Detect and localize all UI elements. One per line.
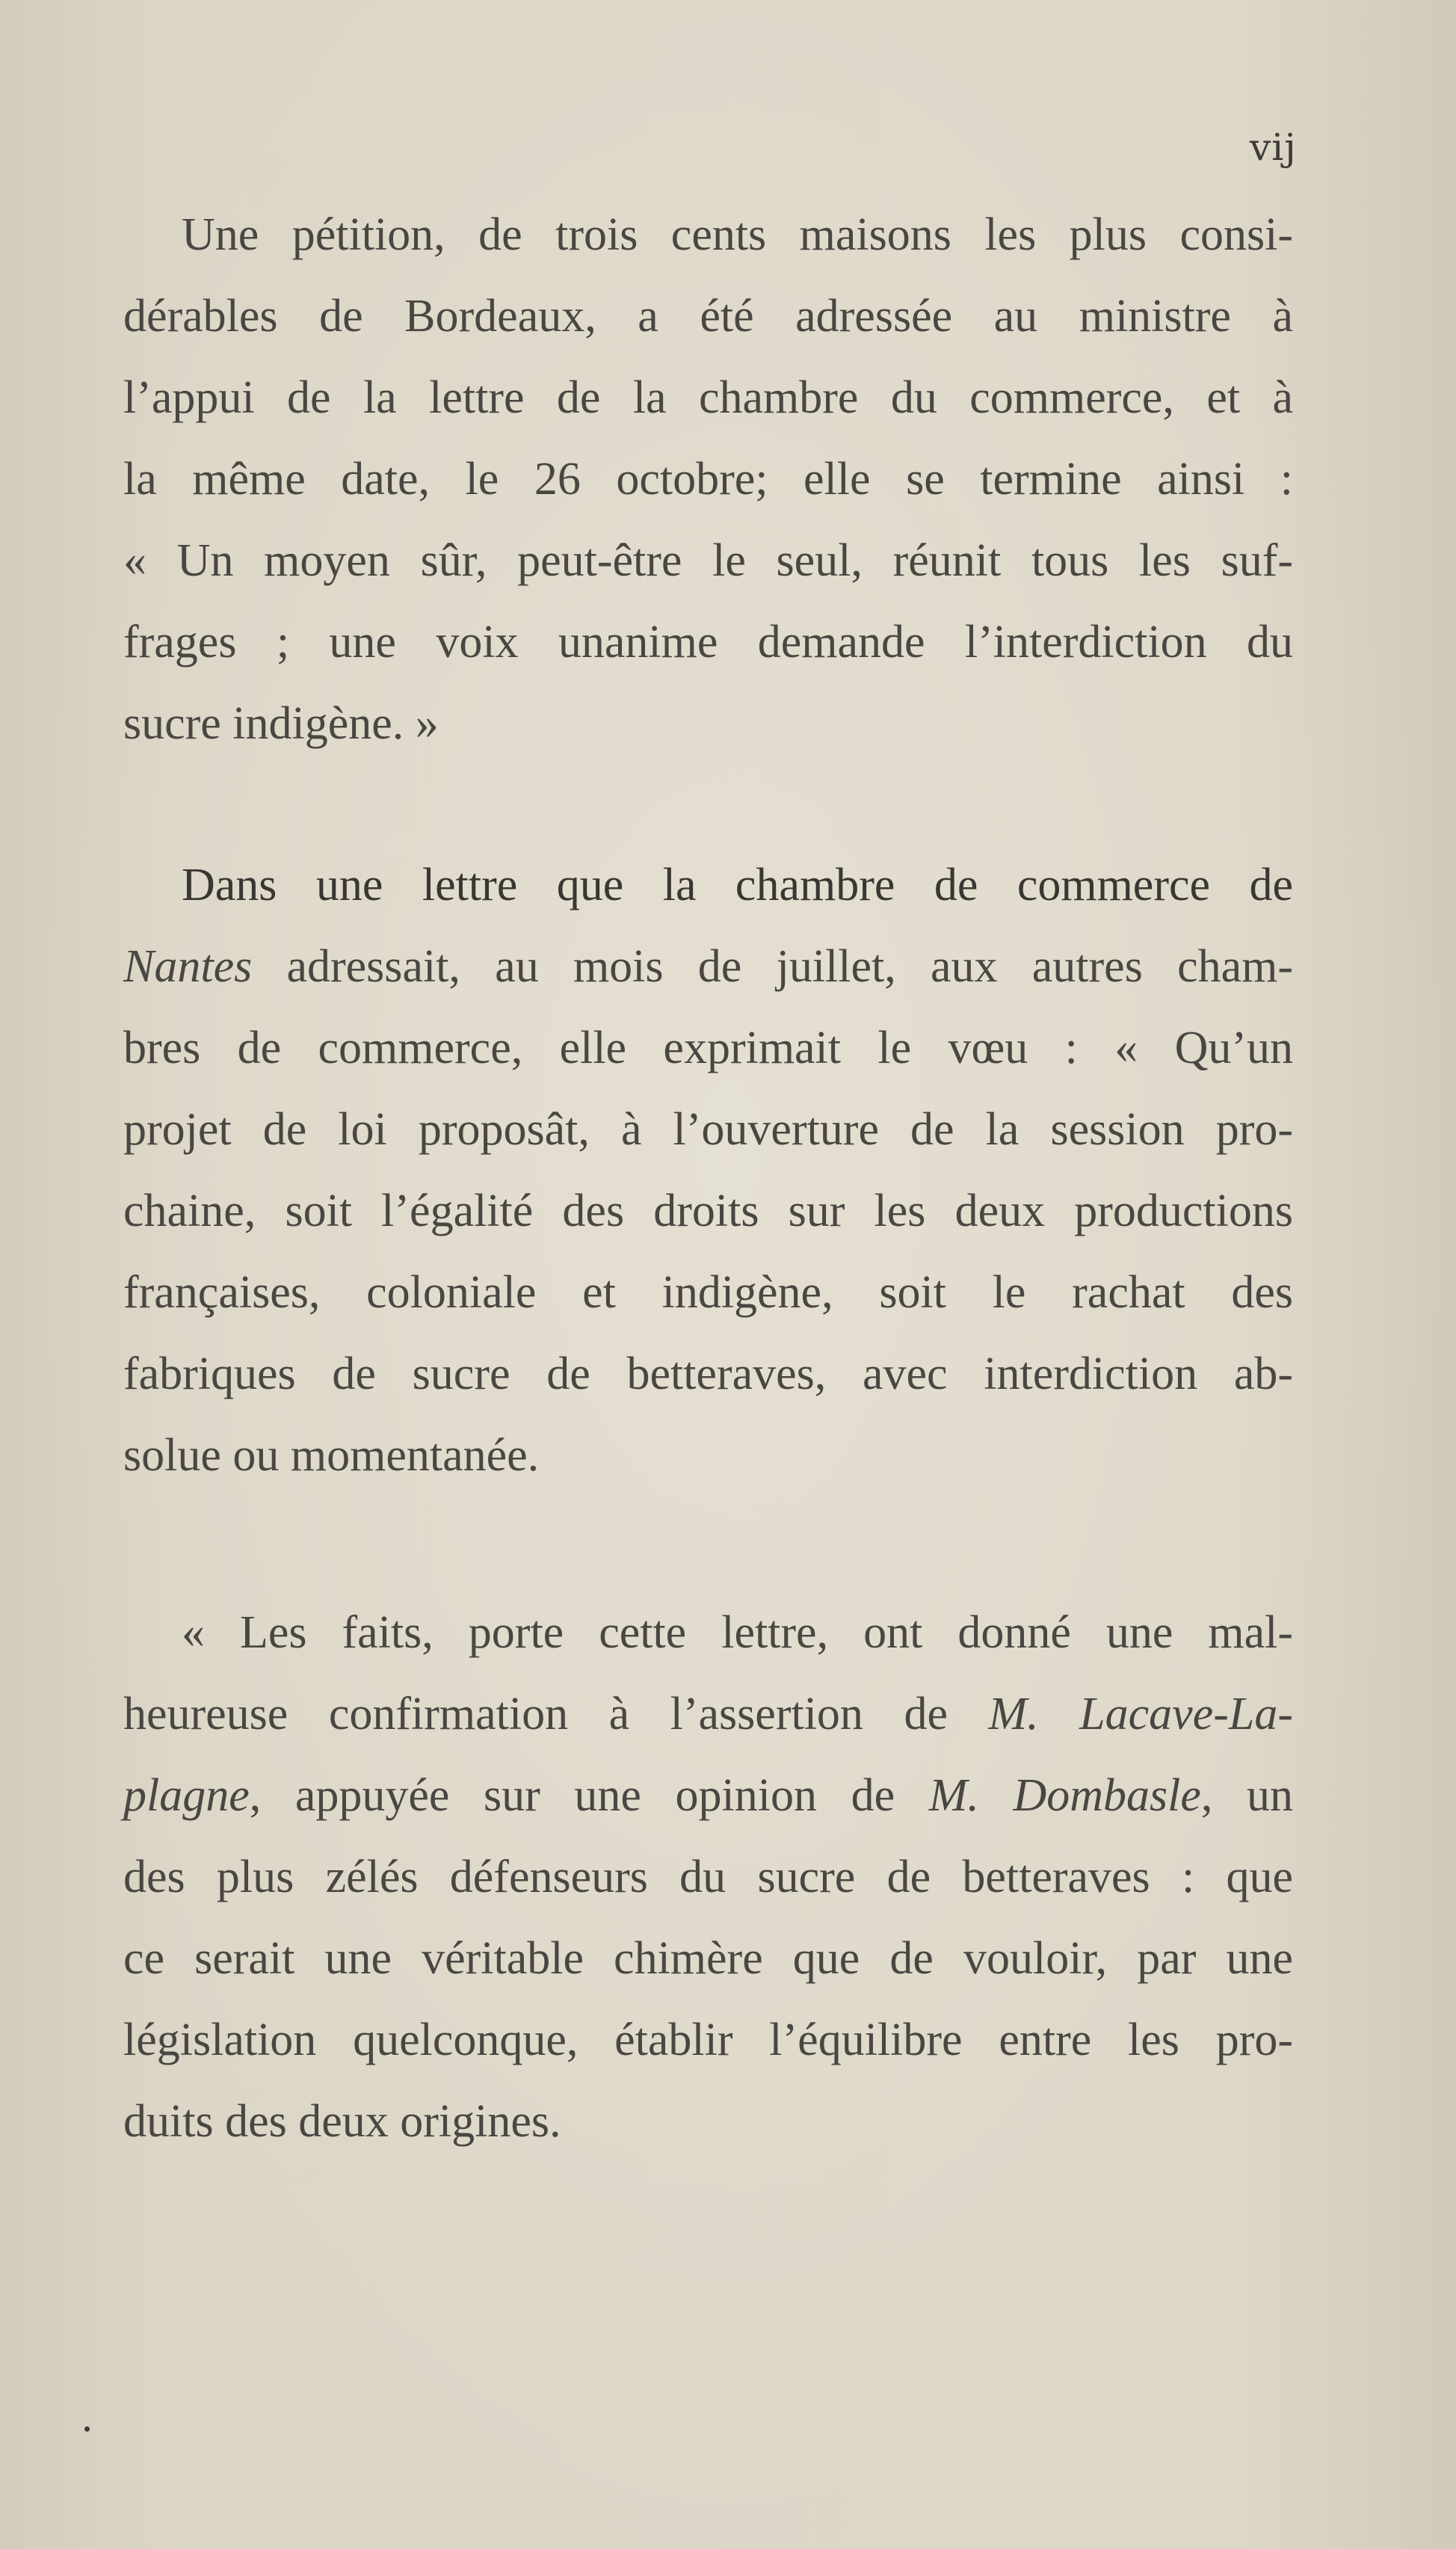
- text-run: heureuse confirmation à l’assertion de: [123, 1689, 989, 1739]
- text-line: [123, 1674, 1293, 1755]
- text-run: , appuyée sur une opinion de: [249, 1770, 929, 1821]
- text-line: sucre indigène. »: [123, 698, 439, 749]
- italic-person-name: M. Dombasle: [928, 1770, 1201, 1821]
- text-line: projet de loi proposât, à l’ouverture de la session pro-: [123, 1104, 1293, 1155]
- text-line: des plus zélés défenseurs du sucre de betteraves : que: [123, 1852, 1293, 1902]
- italic-place-name: Nantes: [123, 941, 253, 992]
- text-line: « Les faits, porte cette lettre, ont donné une mal-: [182, 1607, 1293, 1658]
- text-line: [123, 926, 1293, 1008]
- ink-speck: [84, 2426, 90, 2432]
- text-line: Dans une lettre que la chambre de commerce de: [182, 860, 1293, 910]
- text-line: l’appui de la lettre de la chambre du commerce, et à: [123, 372, 1293, 423]
- text-line: solue ou momentanée.: [123, 1430, 540, 1481]
- text-line: [123, 1755, 1293, 1837]
- page-number: vij: [1250, 126, 1297, 169]
- text-run: adressait, au mois de juillet, aux autres cham-: [252, 941, 1293, 992]
- text-line: Une pétition, de trois cents maisons les plus consi-: [182, 209, 1293, 260]
- paragraph-2: [123, 845, 1293, 1497]
- text-run: , un: [1200, 1770, 1293, 1821]
- text-line: bres de commerce, elle exprimait le vœu : « Qu’un: [123, 1023, 1293, 1073]
- text-line: « Un moyen sûr, peut-être le seul, réunit tous les suf-: [123, 535, 1293, 586]
- text-line: duits des deux origines.: [123, 2096, 561, 2147]
- text-line: françaises, coloniale et indigène, soit le rachat des: [123, 1267, 1293, 1318]
- text-line: dérables de Bordeaux, a été adressée au ministre à: [123, 291, 1293, 342]
- text-line: fabriques de sucre de betteraves, avec interdiction ab-: [123, 1349, 1293, 1399]
- text-line: ce serait une véritable chimère que de vouloir, par une: [123, 1933, 1293, 1984]
- text-line: législation quelconque, établir l’équilibre entre les pro-: [123, 2015, 1293, 2065]
- text-line: la même date, le 26 octobre; elle se termine ainsi :: [123, 454, 1293, 505]
- text-line: chaine, soit l’égalité des droits sur les deux productions: [123, 1186, 1293, 1236]
- paragraph-3: [123, 1592, 1293, 2163]
- paragraph-1: [123, 194, 1293, 765]
- italic-person-name: plagne: [123, 1770, 250, 1821]
- text-line: frages ; une voix unanime demande l’interdiction du: [123, 617, 1293, 668]
- italic-person-name: M. Lacave-La-: [988, 1689, 1293, 1739]
